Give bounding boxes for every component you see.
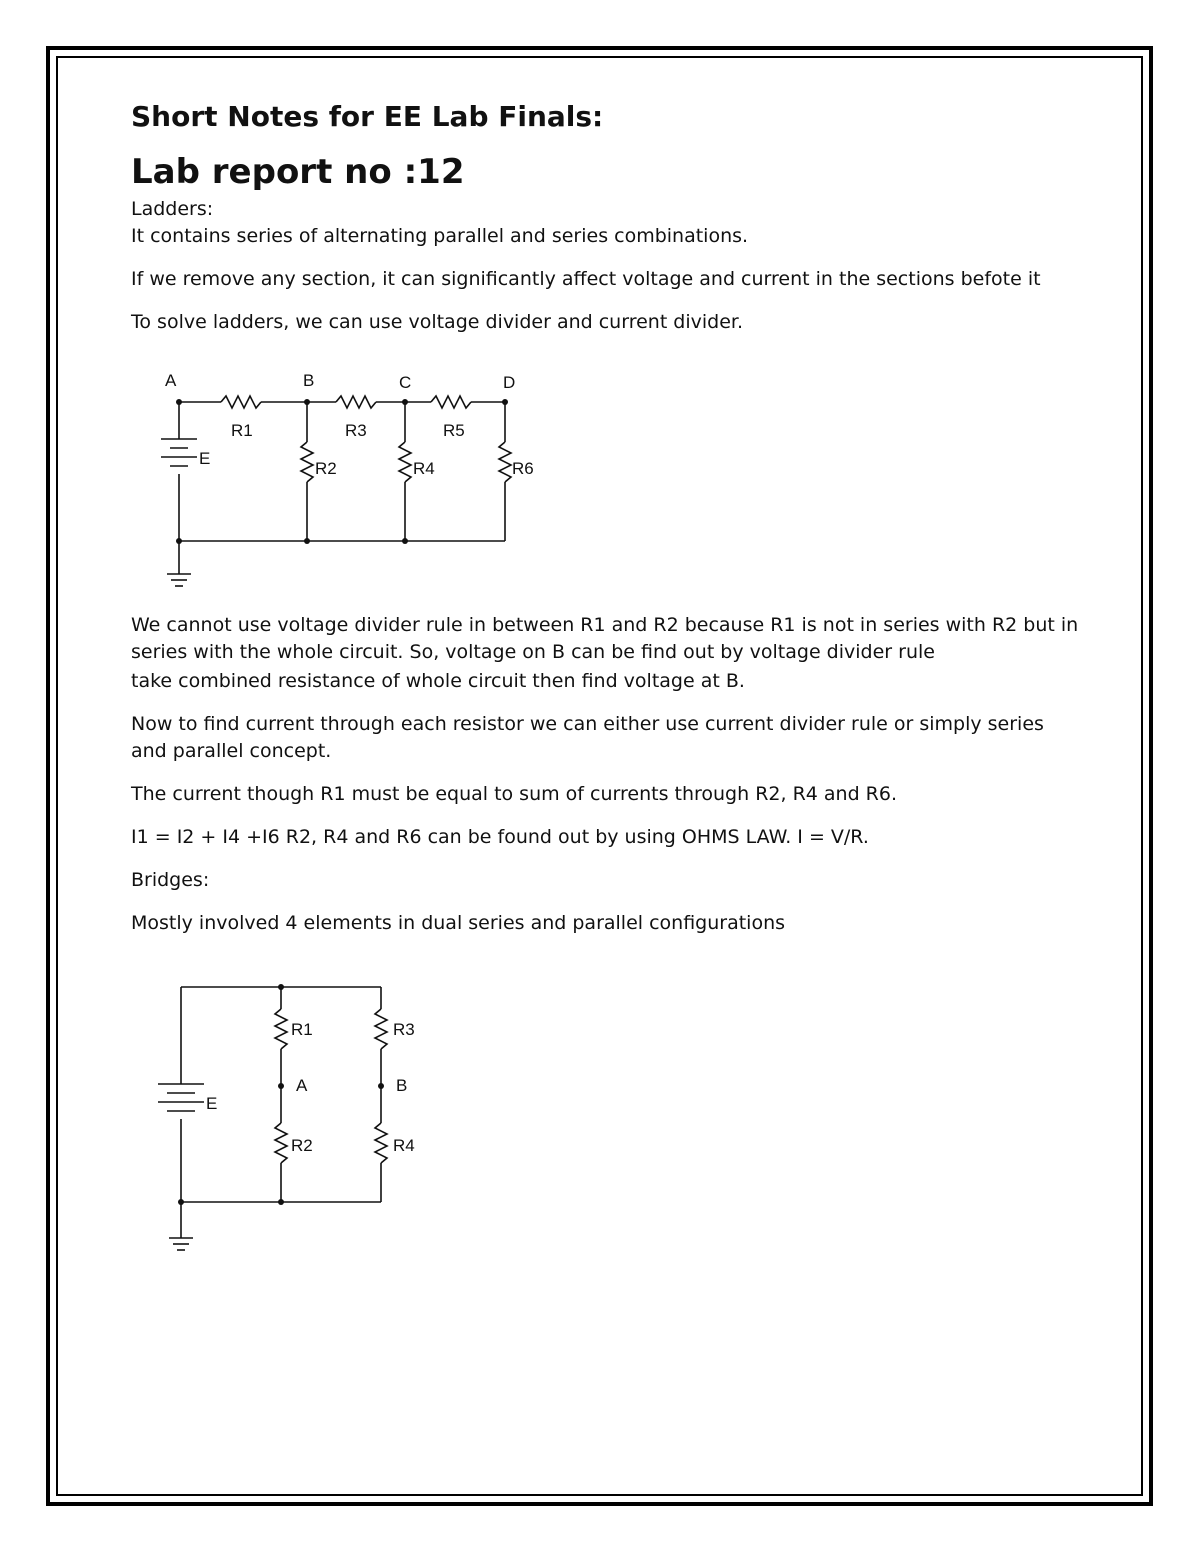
node-a-label: A (165, 371, 177, 390)
r5-label: R5 (443, 421, 465, 440)
bridge-source-e-label: E (206, 1094, 218, 1113)
report-heading: Lab report no :12 (131, 152, 465, 192)
ohms-law-note: I1 = I2 + I4 +I6 R2, R4 and R6 can be found out by using OHMS LAW. I = V/R. (131, 826, 869, 848)
document-content (131, 98, 1081, 1257)
r2-label: R2 (315, 459, 337, 478)
bridges-definition: Mostly involved 4 elements in dual series and parallel configurations (131, 912, 786, 934)
voltage-divider-note: We cannot use voltage divider rule in between R1 and R2 because R1 is not in series with R2 but in series with the whole circuit. So, voltage on B can be find out by voltage divider rule (131, 614, 1079, 663)
ladders-definition: It contains series of alternating parallel and series combinations. (131, 225, 749, 247)
current-each-note: Now to find current through each resistor we can either use current divider rule or simply series and parallel concept. (131, 713, 1044, 762)
solve-ladders-note: To solve ladders, we can use voltage divider and current divider. (131, 311, 744, 333)
ladder-circuit-diagram (131, 364, 551, 604)
bridges-label: Bridges: (131, 869, 210, 891)
remove-section-note: If we remove any section, it can significantly affect voltage and current in the sections befote it (131, 268, 1041, 290)
r3-label: R3 (345, 421, 367, 440)
node-b-label: B (303, 371, 315, 390)
combined-resistance-note: take combined resistance of whole circuit then find voltage at B. (131, 670, 745, 692)
bridge-circuit-diagram (131, 967, 451, 1257)
node-c-label: C (399, 373, 412, 392)
current-r1-note: The current though R1 must be equal to sum of currents through R2, R4 and R6. (131, 783, 898, 805)
source-e-label: E (199, 449, 211, 468)
bridge-node-a-label: A (296, 1076, 308, 1095)
r4-label: R4 (413, 459, 435, 478)
bridge-r3-label: R3 (393, 1020, 415, 1039)
bridge-r4-label: R4 (393, 1136, 415, 1155)
r1-label: R1 (231, 421, 253, 440)
document-title: Short Notes for EE Lab Finals: (131, 100, 604, 133)
ladders-label: Ladders: (131, 198, 214, 220)
r6-label: R6 (512, 459, 534, 478)
bridge-node-b-label: B (396, 1076, 408, 1095)
node-d-label: D (503, 373, 516, 392)
bridge-r2-label: R2 (291, 1136, 313, 1155)
bridge-r1-label: R1 (291, 1020, 313, 1039)
